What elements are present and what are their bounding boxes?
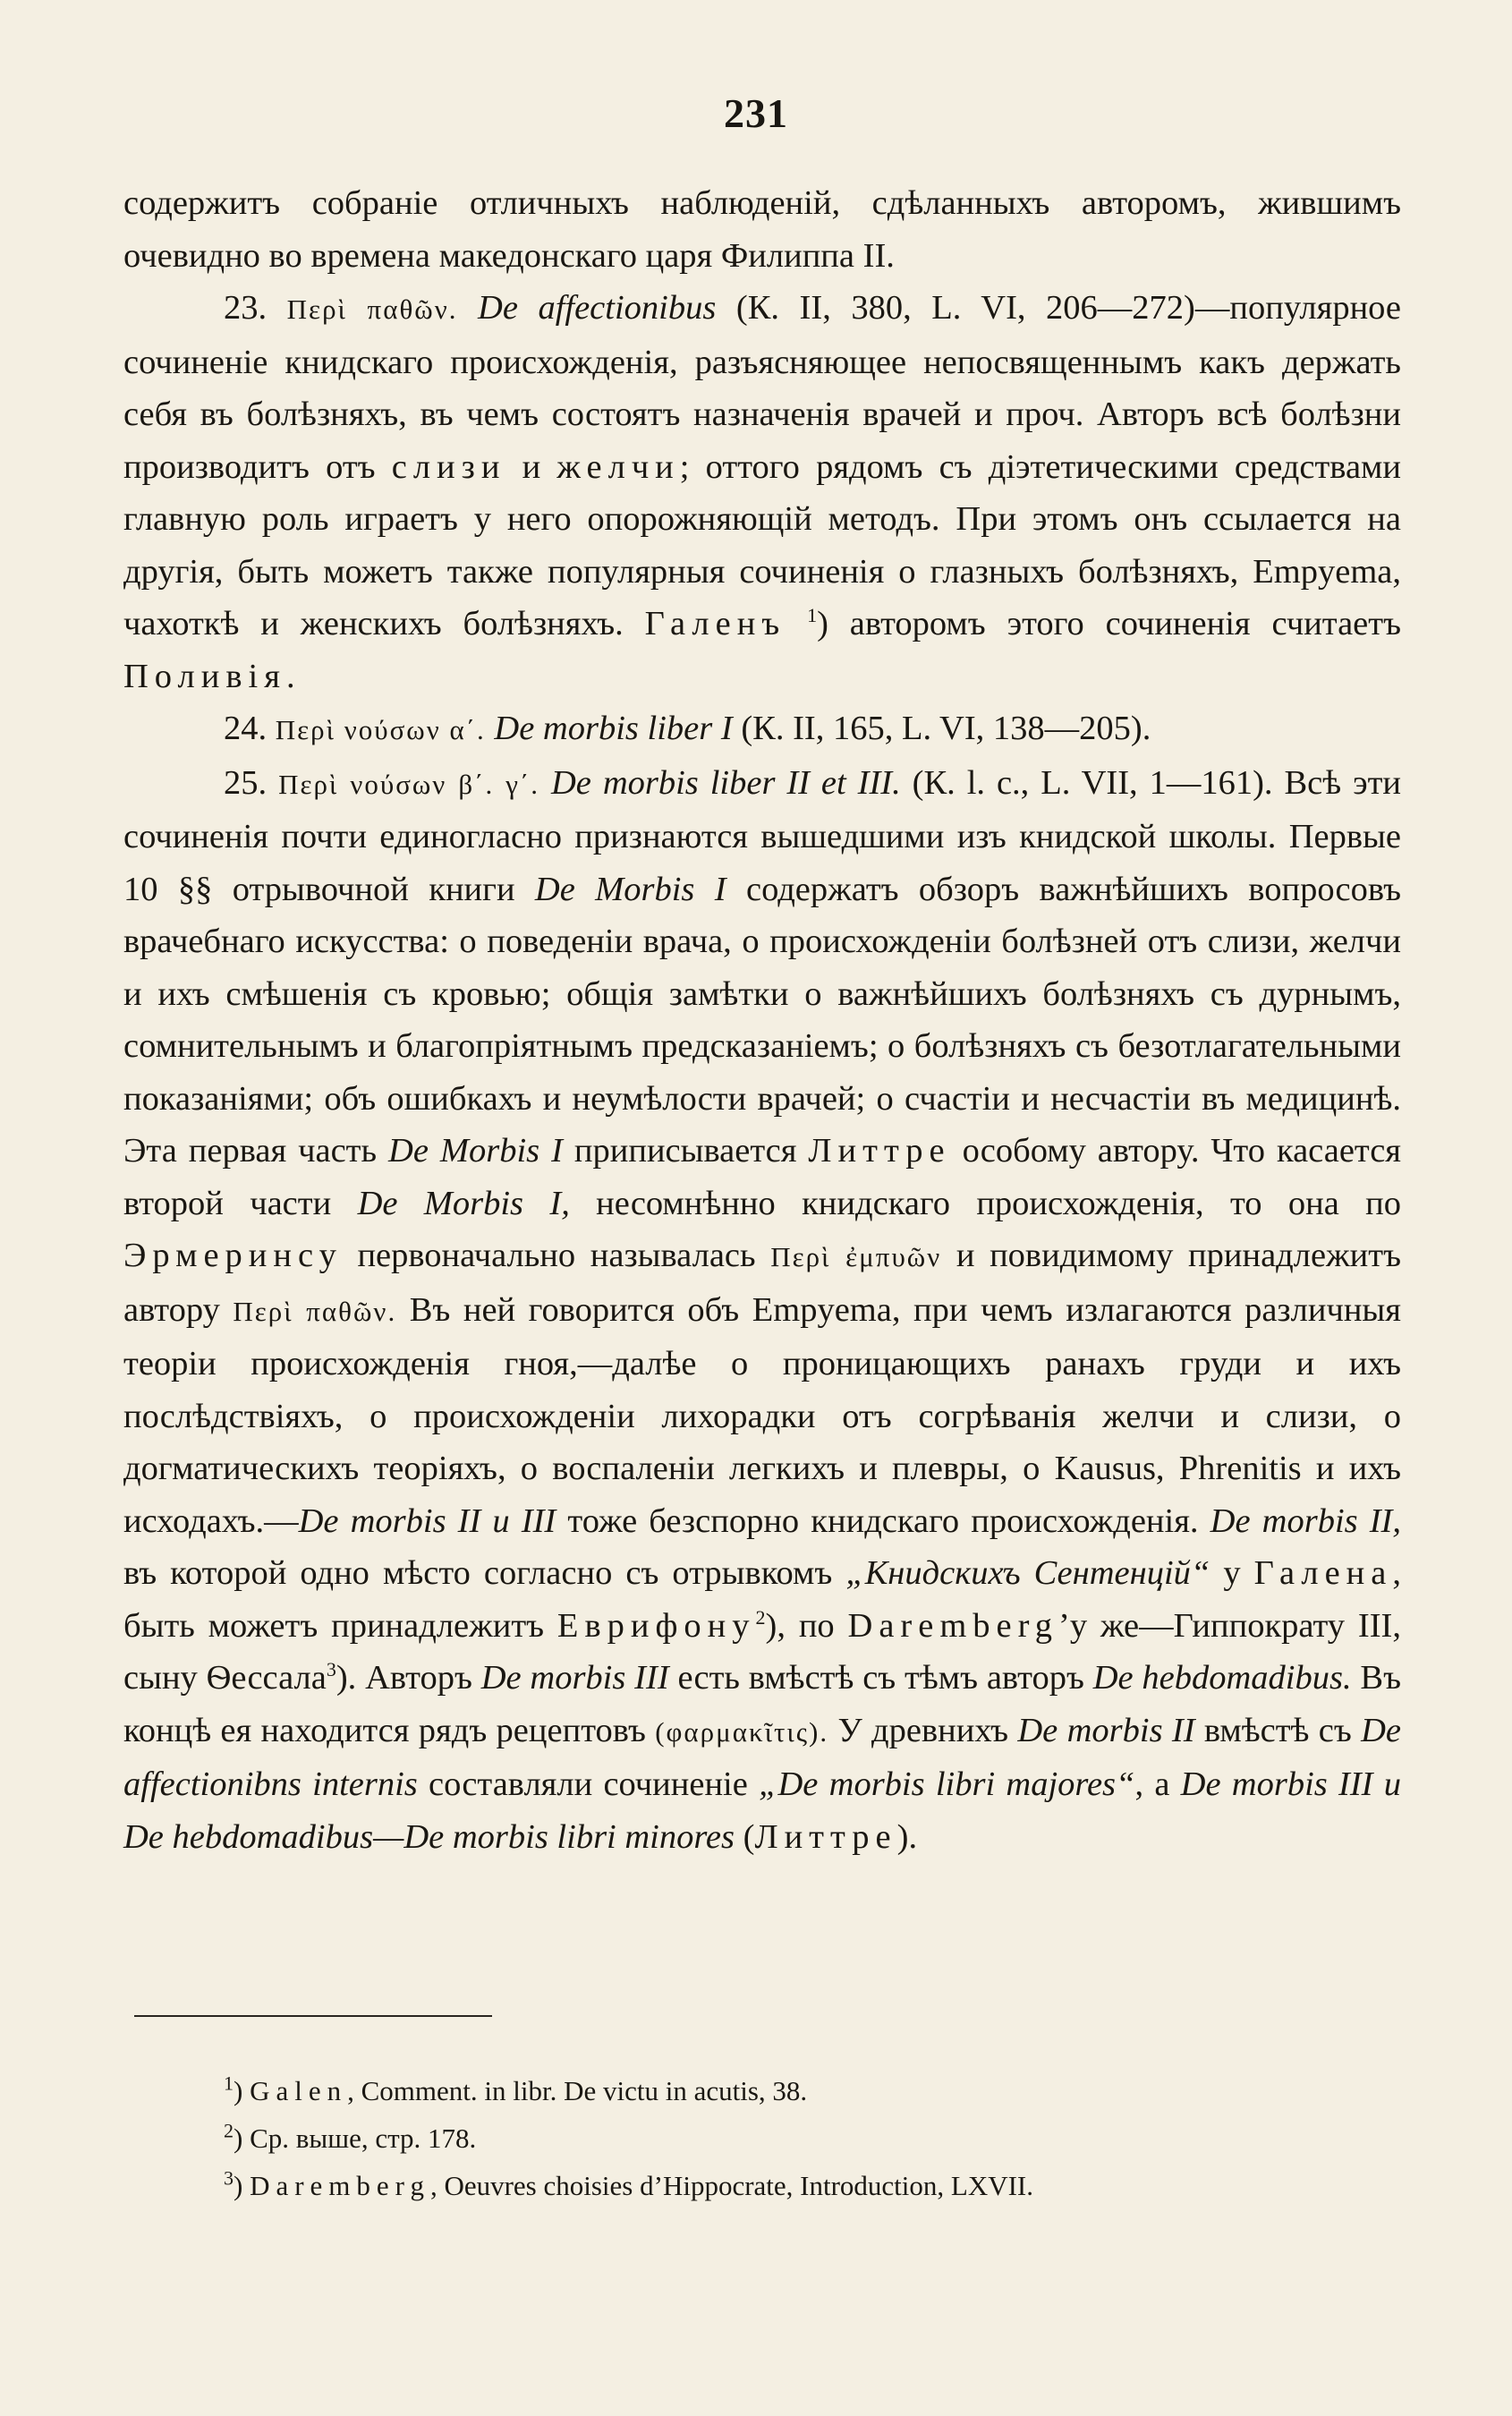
footnote-ref-3: 3	[326, 1658, 336, 1681]
footnote-ref-1: 1	[807, 604, 818, 627]
paragraph-23: 23. Περὶ παθῶν. De affectionibus (К. II, 380, L. VI, 206—272)—популярное сочиненіе книдскаго происхожденія, разъясняющее непосвященнымъ какъ держать себя въ болѣзняхъ, въ чемъ состоятъ назначенія врачей и проч. Авторъ всѣ болѣзни производитъ отъ слизи и желчи; оттого рядомъ съ діэтетическими средствами главную роль играетъ у него опорожняющій методъ. При этомъ онъ ссылается на другія, быть можетъ также популярныя сочиненія о глазныхъ болѣзняхъ, Empyema, чахоткѣ и женскихъ болѣзняхъ. Галенъ $^1$) авторомъ этого сочиненія считаетъ Поливія.	[123, 289, 1401, 695]
footnotes	[224, 2067, 1351, 2209]
paragraph-continuation: содержитъ собраніе отличныхъ наблюденій, сдѣланныхъ авторомъ, жившимъ очевидно во времена македонскаго царя Филиппа II.	[123, 184, 1401, 275]
body-text	[123, 177, 1401, 1863]
paragraph-24: 24. Περὶ νούσων α΄. De morbis liber I (К. II, 165, L. VI, 138—205).	[224, 710, 1151, 747]
footnote-ref-2: 2	[755, 1605, 766, 1629]
footnote: $^2$) Ср. выше, стр. 178.	[224, 2119, 477, 2154]
footnote: $^1$) Galen, Comment. in libr. De victu in acutis, 38.	[224, 2071, 808, 2106]
footnote-divider	[134, 2015, 492, 2017]
paragraph-25: 25. Περὶ νούσων β΄. γ΄. De morbis liber II et III. (К. l. c., L. VII, 1—161). Всѣ эти сочиненія почти единогласно признаются вышедшими изъ книдской школы. Первые 10 §§ отрывочной книги De Morbis I содержатъ обзоръ важнѣйшихъ вопросовъ врачебнаго искусства: о поведеніи врача, о происхожденіи болѣзней отъ слизи, желчи и ихъ смѣшенія съ кровью; общія замѣтки о важнѣйшихъ болѣзняхъ съ дурнымъ, сомнительнымъ и благопріятнымъ предсказаніемъ; о болѣзняхъ съ безотлагательными показаніями; объ ошибкахъ и неумѣлости врачей; о счастіи и несчастіи въ медицинѣ. Эта первая часть De Morbis I приписывается Литтре особому автору. Что касается второй части De Morbis I, несомнѣнно книдскаго происхожденія, то она по Эрмеринсу первоначально называлась Περὶ ἐμπυῶν и повидимому принадлежитъ автору Περὶ παθῶν. Въ ней говорится объ Empyema, при чемъ излагаются различныя теоріи происхожденія гноя,—далѣе о проницающихъ ранахъ груди и ихъ послѣдствіяхъ, о происхожденіи лихорадки отъ согрѣванія желчи и слизи, о догматическихъ теоріяхъ, о воспаленіи легкихъ и плевры, о Kausus, Phrenitis и ихъ исходахъ.—De morbis II и III тоже безспорно книдскаго происхожденія. De morbis II, въ которой одно мѣсто согласно съ отрывкомъ „Книдскихъ Сентенцій“ у Галена, быть можетъ принадлежитъ Еврифону$^2$), по Daremberg’у же—Гиппократу III, сыну Ѳессала$^3$). Авторъ De morbis III есть вмѣстѣ съ тѣмъ авторъ De hebdomadibus. Въ концѣ ея находится рядъ рецептовъ (φαρμακῖτις). У древнихъ De morbis II вмѣстѣ съ De affectionibns internis составляли сочиненіе „De morbis libri majores“, а De morbis III и De hebdomadibus—De morbis libri minores (Литтре).	[123, 763, 1402, 1856]
footnote: $^3$) Daremberg, Oeuvres choisies d’Hippocrate, Introduction, LXVII.	[224, 2166, 1034, 2201]
page-number: 231	[724, 90, 788, 136]
